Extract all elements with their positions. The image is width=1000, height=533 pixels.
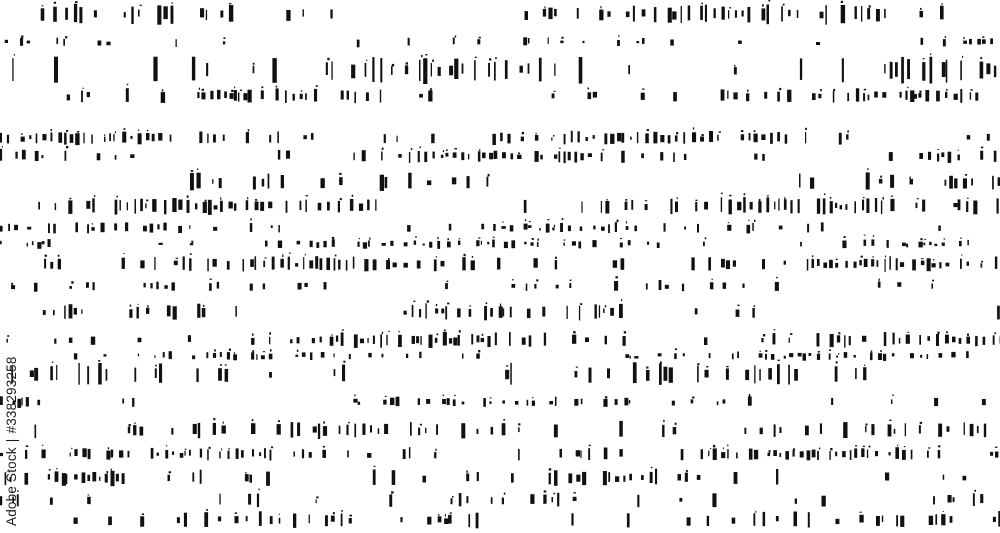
- texture-band: [67, 84, 979, 103]
- texture-band: [0, 445, 998, 461]
- texture-band: [44, 252, 997, 272]
- texture-band: [0, 127, 990, 145]
- texture-band: [6, 329, 1000, 348]
- texture-band: [0, 235, 969, 249]
- texture-band: [0, 489, 983, 507]
- texture-band: [11, 360, 866, 385]
- texture-band: [12, 53, 996, 84]
- texture-band: [43, 299, 1000, 320]
- watermark-id: #338293258: [4, 356, 19, 434]
- texture-band: [0, 394, 986, 408]
- texture-band: [5, 35, 993, 47]
- texture-band: [0, 218, 941, 233]
- texture-band: [38, 193, 998, 215]
- texture-band: [0, 146, 996, 163]
- texture-band: [11, 276, 934, 291]
- watermark-brand: Adobe Stock: [4, 447, 19, 526]
- watermark-separator: |: [4, 438, 19, 443]
- texture-band: [74, 348, 969, 361]
- texture-band: [35, 418, 987, 439]
- stock-watermark: [5, 356, 19, 526]
- texture-band: [190, 168, 1000, 191]
- texture-band: [74, 509, 1000, 528]
- texture-band: [41, 0, 944, 25]
- texture-band: [5, 466, 967, 486]
